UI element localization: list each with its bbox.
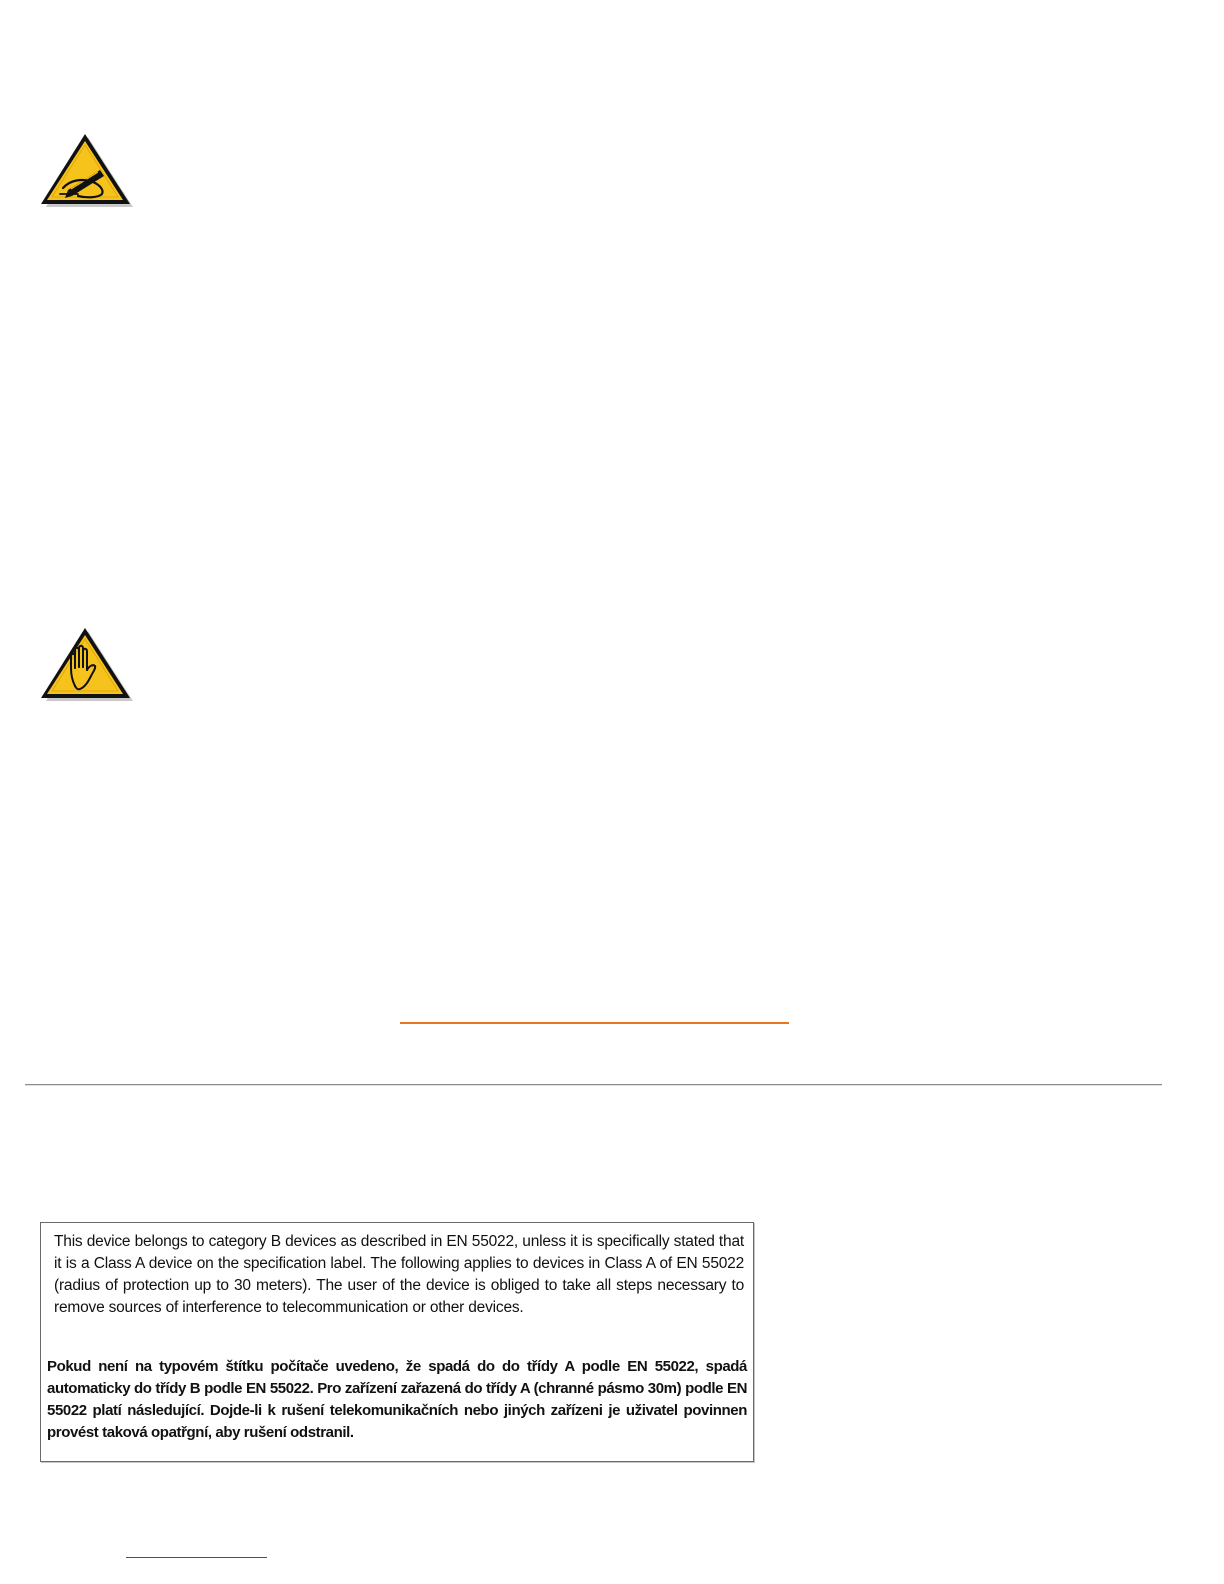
emc-notice-box — [40, 1222, 754, 1462]
notice-czech-text: Pokud není na typovém štítku počítače uvedeno, že spadá do do třídy A podle EN 55022, spadá automaticky do třídy B podle EN 55022. Pro zařízení zařazená do třídy A (chranné pásmo 30m) podle EN 55022 platí následující. Dojde-li k rušení telekomunikačních nebo jiných zařízeni je uživatel povinnen provést taková opatřgní, aby rušení odstranil. — [47, 1358, 747, 1441]
note-warning-icon — [38, 132, 134, 212]
stop-hand-warning-icon — [38, 626, 134, 706]
blue-link-underline[interactable] — [126, 1557, 267, 1558]
orange-link-underline[interactable] — [400, 1022, 789, 1024]
notice-english-text: This device belongs to category B devices as described in EN 55022, unless it is specifically stated that it is a Class A device on the specification label. The following applies to devices in Class A of EN 55022 (radius of protection up to 30 meters). The user of the device is obliged to take all steps necessary to remove sources of interference to telecommunication or other devices. — [54, 1233, 744, 1316]
horizontal-divider — [25, 1084, 1162, 1086]
